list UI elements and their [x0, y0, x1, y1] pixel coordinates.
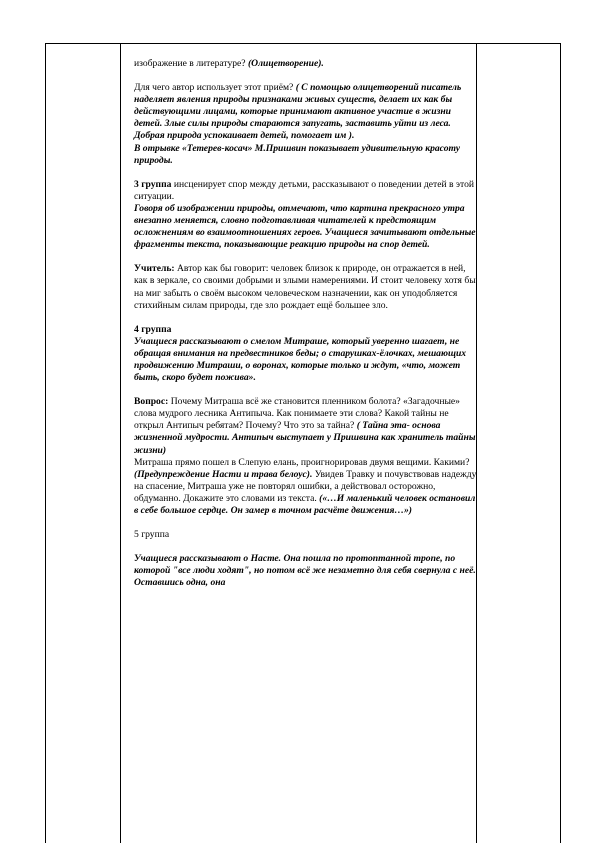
- answer-text: ( С помощью олицетворений писатель наделяет явления природы признаками живых существ, делает их как бы действующими лицами, которые принимают активное участие в жизни детей. Злые силы природы стараются запугать, заставить уйти из леса. Добрая природа успокаивает детей, помогает им ).: [134, 82, 462, 142]
- answer-text: ( Тайна эта- основа жизненной мудрости. Антипыч выступает у Пришвина как хранитель тайны жизни): [134, 420, 476, 456]
- question-text: Для чего автор использует этот приём?: [134, 82, 296, 94]
- answer-text: Учащиеся рассказывают о смелом Митраше, который уверенно шагает, не обращая внимания на предвестников беды; о старушках-ёлочках, мешающих продвижению Митраши, о воронах, которые только и ждут, «что, может быть, скоро будет пожива».: [134, 335, 467, 384]
- text: инсценирует спор между детьми, рассказывают о поведении детей в этой ситуации.: [134, 178, 475, 202]
- paragraph-author-device: [134, 82, 479, 167]
- paragraph-group-4: [134, 324, 479, 384]
- paragraph-group-5: [134, 529, 479, 541]
- answer-text: Говоря об изображении природы, отмечают, что картина прекрасного утра внезапно меняется, словно подготавливая читателей к предстоящим осложнениям во взаимоотношениях героев. Учащиеся зачитывают отдельные фрагменты текста, показывающие реакцию природы на спор детей.: [134, 202, 476, 251]
- paragraph-question: [134, 396, 479, 517]
- column-divider-left: [120, 44, 121, 843]
- group-label: 4 группа: [134, 323, 172, 335]
- paragraph-teacher: [134, 263, 479, 311]
- lesson-content-cell: [134, 58, 479, 589]
- group-label: 3 группа: [134, 178, 172, 190]
- paragraph-nastya: [134, 553, 479, 589]
- answer-text: В отрывке «Тетерев-косач» М.Пришвин показывает удивительную красоту природы.: [134, 142, 460, 166]
- text: изображение в литературе?: [134, 58, 248, 69]
- answer-text: (Предупреждение Насти и трава белоус).: [134, 468, 313, 480]
- paragraph-group-3: [134, 179, 479, 252]
- answer-text: («…И маленький человек остановил в себе большое сердце. Он замер в точном расчёте движения…»): [134, 492, 476, 516]
- answer-text: (Олицетворение).: [247, 58, 324, 69]
- text: Митраша прямо пошел в Слепую елань, проигнорировав двумя вещими. Какими?: [134, 456, 470, 468]
- table-frame: [45, 43, 561, 843]
- question-label: Вопрос:: [134, 396, 169, 408]
- text: Почему Митраша всё же становится пленником болота? «Загадочные» слова мудрого лесника Антипыча. Как понимаете эти слова? Какой тайны не открыл Антипыч ребятам? Почему? Что это за тайна?: [134, 396, 460, 432]
- group-label: 5 группа: [134, 529, 170, 541]
- teacher-label: Учитель:: [134, 263, 175, 275]
- paragraph-personification: [134, 58, 479, 70]
- answer-text: Учащиеся рассказывают о Насте. Она пошла по протоптанной тропе, по которой "все люди ходят", но потом всё же незаметно для себя свернула с неё. Оставшись одна, она: [134, 553, 476, 589]
- text: Увидев Травку и почувствовав надежду на спасение, Митраша уже не повторял ошибки, а действовал осторожно, обдуманно. Докажите это словами из текста.: [134, 468, 477, 504]
- text: Автор как бы говорит: человек близок к природе, он отражается в ней, как в зеркале, со своими добрыми и злыми намерениями. И стоит человеку хотя бы на миг забыть о своём высоком человеческом назначении, как он уподобляется стихийным силам природы, где зло рождает ещё большее зло.: [134, 263, 476, 311]
